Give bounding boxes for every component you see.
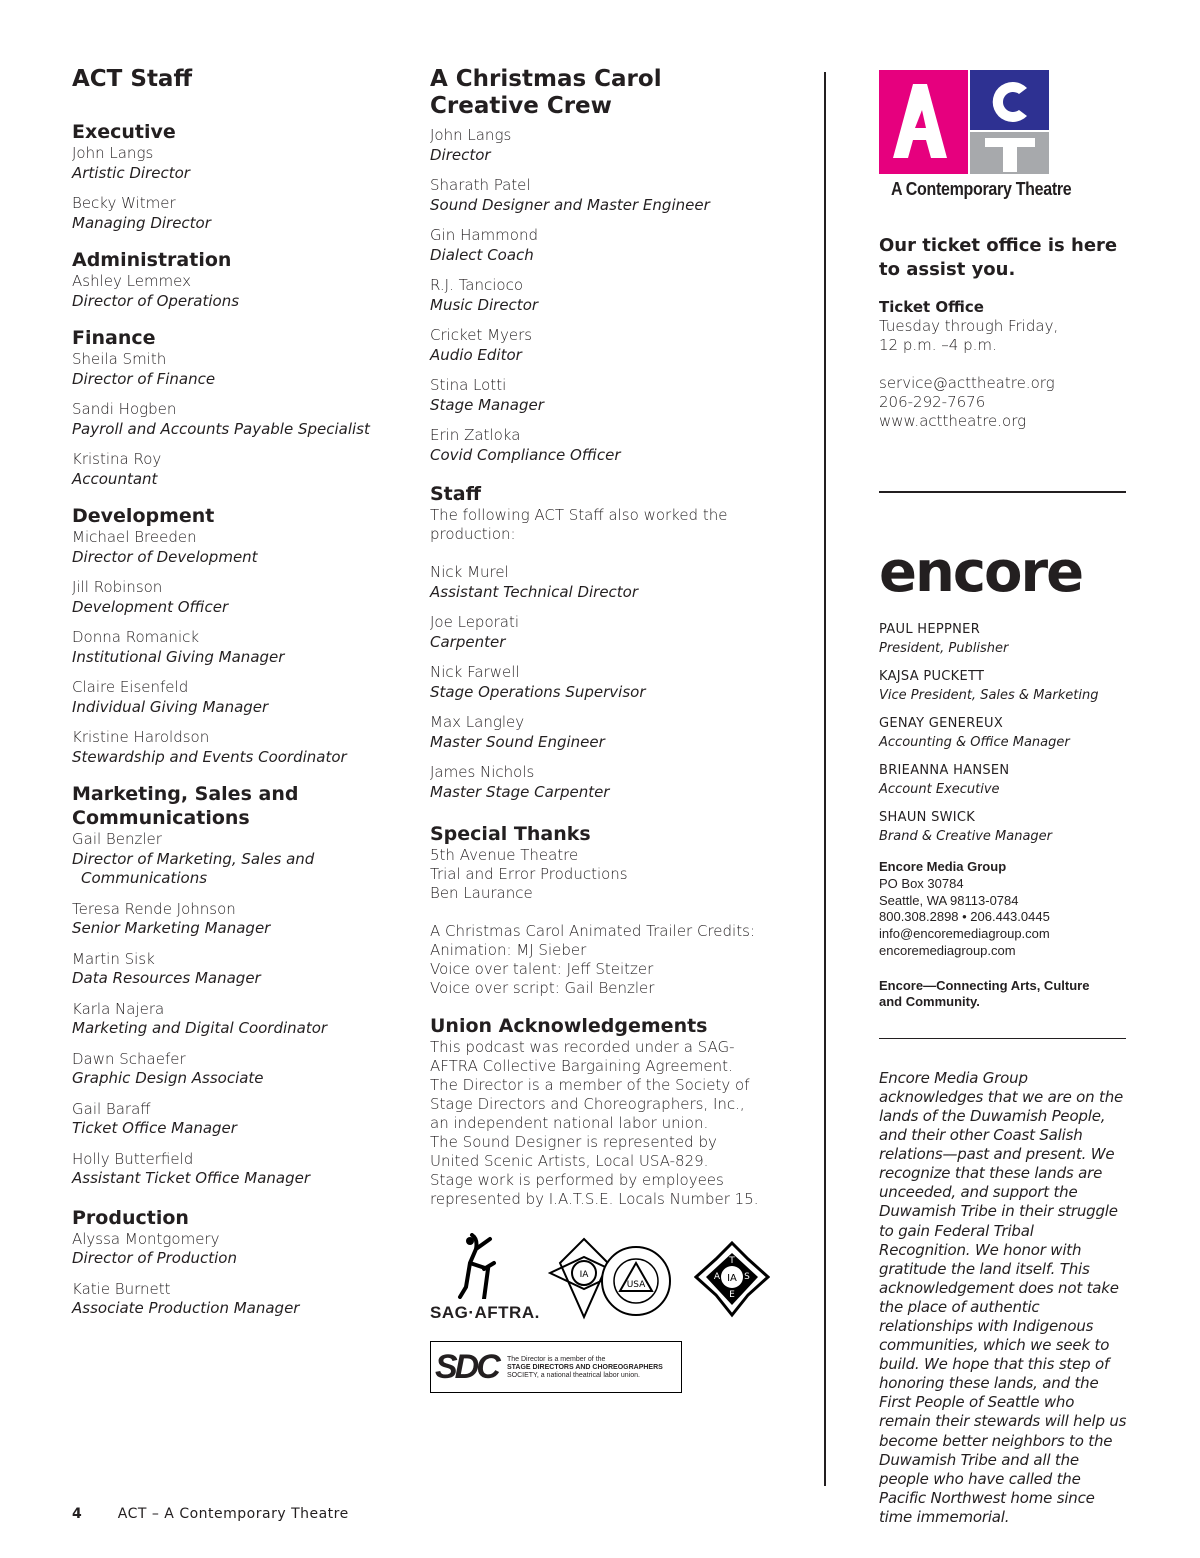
divider: [879, 491, 1126, 493]
act-staff-title: ACT Staff: [72, 66, 193, 92]
sdc-logo: SDC The Director is a member of the STAGE DIRECTORS AND CHOREOGRAPHERS SOCIETY, a national theatrical labor union.: [430, 1341, 682, 1393]
creative-crew-column: [430, 66, 800, 1403]
crew-entry: Gin Hammond Dialect Coach: [430, 226, 538, 264]
thanks-list: 5th Avenue Theatre Trial and Error Productions Ben Laurance A Christmas Carol Animated Trailer Credits: Animation: MJ Sieber Voice over talent: Jeff Steitzer Voice over script: Gail Benzler: [430, 846, 755, 997]
page-footer: [72, 1506, 349, 1522]
staff-entry: Karla Najera Marketing and Digital Coordinator: [72, 999, 328, 1037]
ticket-website: www.acttheatre.org: [879, 412, 1027, 430]
section-heading: Executive: [72, 121, 176, 143]
staff-entry: Max Langley Master Sound Engineer: [430, 713, 605, 751]
encore-logo: encore: [879, 540, 1083, 605]
svg-text:A: A: [713, 1272, 721, 1282]
staff-entry: Ashley Lemmex Director of Operations: [72, 272, 240, 310]
development-section: [72, 504, 402, 767]
crew-entry: Stina Lotti Stage Manager: [430, 376, 544, 414]
sag-aftra-logo: SAG·AFTRA.: [430, 1233, 540, 1323]
staff-entry: Kristina Roy Accountant: [72, 450, 162, 488]
staff-entry: Claire Eisenfeld Individual Giving Manager: [72, 678, 269, 716]
crew-entry: R.J. Tancioco Music Director: [430, 276, 539, 314]
staff-entry: Donna Romanick Institutional Giving Manager: [72, 628, 285, 666]
special-thanks-section: [430, 822, 800, 998]
staff-entry: Katie Burnett Associate Production Manager: [72, 1279, 300, 1317]
iatse-logo: [694, 1239, 770, 1323]
union-logos: [430, 1233, 800, 1403]
act-logo: [879, 70, 1049, 176]
crew-list: [430, 126, 800, 465]
section-heading: Marketing, Sales and Communications: [72, 783, 299, 829]
section-heading: Finance: [72, 327, 156, 349]
page-number: 4: [72, 1506, 82, 1522]
encore-staff-entry: PAUL HEPPNER President, Publisher: [879, 622, 1009, 656]
crew-entry: Sharath Patel Sound Designer and Master Engineer: [430, 176, 710, 214]
staff-entry: Martin Sisk Data Resources Manager: [72, 949, 261, 987]
ticket-heading: Our ticket office is here to assist you.: [879, 235, 1118, 280]
staff-entry: Joe Leporati Carpenter: [430, 613, 520, 651]
svg-text:T: T: [729, 1256, 735, 1266]
svg-text:IA: IA: [579, 1270, 589, 1280]
svg-text:IA: IA: [727, 1273, 737, 1284]
staff-entry: Holly Butterfield Assistant Ticket Office Manager: [72, 1149, 311, 1187]
encore-staff-entry: SHAUN SWICK Brand & Creative Manager: [879, 810, 1053, 844]
encore-staff-entry: KAJSA PUCKETT Vice President, Sales & Marketing: [879, 669, 1099, 703]
section-heading: Special Thanks: [430, 823, 591, 845]
svg-text:S: S: [744, 1272, 750, 1282]
act-logo-tagline: A Contemporary Theatre: [891, 180, 1072, 200]
staff-entry: Gail Benzler Director of Marketing, Sales and Communications: [72, 830, 315, 887]
staff-entry: Kristine Haroldson Stewardship and Events Coordinator: [72, 728, 347, 766]
encore-contact: Encore Media Group PO Box 30784 Seattle, WA 98113-0784 800.308.2898 • 206.443.0445 info@encoremediagroup.com encoremediagroup.com: [879, 859, 1050, 958]
divider: [879, 1038, 1126, 1039]
administration-section: [72, 248, 402, 311]
section-heading: Development: [72, 505, 215, 527]
staff-entry: Sandi Hogben Payroll and Accounts Payable Specialist: [72, 400, 370, 438]
iatse-scenic-artists-logo: [548, 1233, 676, 1327]
union-section: [430, 1014, 800, 1209]
section-heading: Administration: [72, 249, 232, 271]
production-section: [72, 1206, 402, 1319]
staff-entry: James Nichols Master Stage Carpenter: [430, 763, 610, 801]
act-staff-column: [72, 66, 402, 1330]
footer-title: ACT – A Contemporary Theatre: [117, 1506, 349, 1522]
staff-entry: Sheila Smith Director of Finance: [72, 350, 216, 388]
ticket-info: Ticket Office Tuesday through Friday, 12 p.m. –4 p.m. service@acttheatre.org 206-292-7676 www.acttheatre.org: [879, 298, 1129, 431]
section-heading: Production: [72, 1206, 189, 1229]
staff-section: [430, 482, 800, 802]
staff-intro: The following ACT Staff also worked the production:: [430, 506, 728, 543]
section-heading: Union Acknowledgements: [430, 1015, 708, 1037]
marketing-section: [72, 782, 402, 1189]
encore-staff-entry: GENAY GENEREUX Accounting & Office Manager: [879, 716, 1070, 750]
svg-text:USA: USA: [626, 1280, 646, 1290]
staff-entry: John Langs Artistic Director: [72, 144, 190, 182]
ticket-phone: 206-292-7676: [879, 393, 986, 411]
staff-entry: Jill Robinson Development Officer: [72, 578, 229, 616]
staff-entry: Nick Murel Assistant Technical Director: [430, 563, 639, 601]
finance-section: [72, 326, 402, 489]
crew-entry: Erin Zatloka Covid Compliance Officer: [430, 426, 621, 464]
crew-entry: John Langs Director: [430, 126, 512, 164]
section-heading: Staff: [430, 483, 481, 505]
creative-crew-title: A Christmas Carol Creative Crew: [430, 66, 662, 119]
staff-entry: Alyssa Montgomery Director of Production: [72, 1229, 237, 1267]
column-divider: [824, 72, 826, 1486]
land-acknowledgment: Encore Media Group acknowledges that we are on the lands of the Duwamish People, and their other Coast Salish relations—past and present. We recognize that these lands are unceeded, and support the Duwamish Tribe in their struggle to gain Federal Tribal Recognition. We honor with gratitude the land itself. This acknowledgement does not take the place of authentic relationships with Indigenous communities, which we seek to build. We hope that this step of honoring these lands, and the First People of Seattle who remain their stewards will help us become better neighbors to the Duwamish Tribe and all the people who have called the Pacific Northwest home since time immemorial.: [879, 1068, 1127, 1526]
staff-entry: Gail Baraff Ticket Office Manager: [72, 1099, 237, 1137]
union-text: This podcast was recorded under a SAG- AFTRA Collective Bargaining Agreement. The Director is a member of the Society of Stage Directors and Choreographers, Inc., an independent national labor union. The Sound Designer is represented by United Scenic Artists, Local USA-829. Stage work is performed by employees represented by I.A.T.S.E. Locals Number 15.: [430, 1038, 759, 1208]
staff-entry: Michael Breeden Director of Development: [72, 528, 258, 566]
staff-entry: Teresa Rende Johnson Senior Marketing Manager: [72, 899, 271, 937]
encore-tagline: Encore—Connecting Arts, Culture and Community.: [879, 977, 1090, 1009]
encore-staff: [879, 621, 1129, 845]
svg-text:E: E: [729, 1290, 735, 1300]
executive-section: [72, 120, 402, 233]
staff-entry: Nick Farwell Stage Operations Supervisor: [430, 663, 646, 701]
ticket-email: service@acttheatre.org: [879, 374, 1055, 392]
crew-entry: Cricket Myers Audio Editor: [430, 326, 533, 364]
staff-entry: Becky Witmer Managing Director: [72, 194, 211, 232]
staff-entry: Dawn Schaefer Graphic Design Associate: [72, 1049, 264, 1087]
sidebar-column: [879, 70, 1129, 1527]
encore-staff-entry: BRIEANNA HANSEN Account Executive: [879, 763, 1010, 797]
